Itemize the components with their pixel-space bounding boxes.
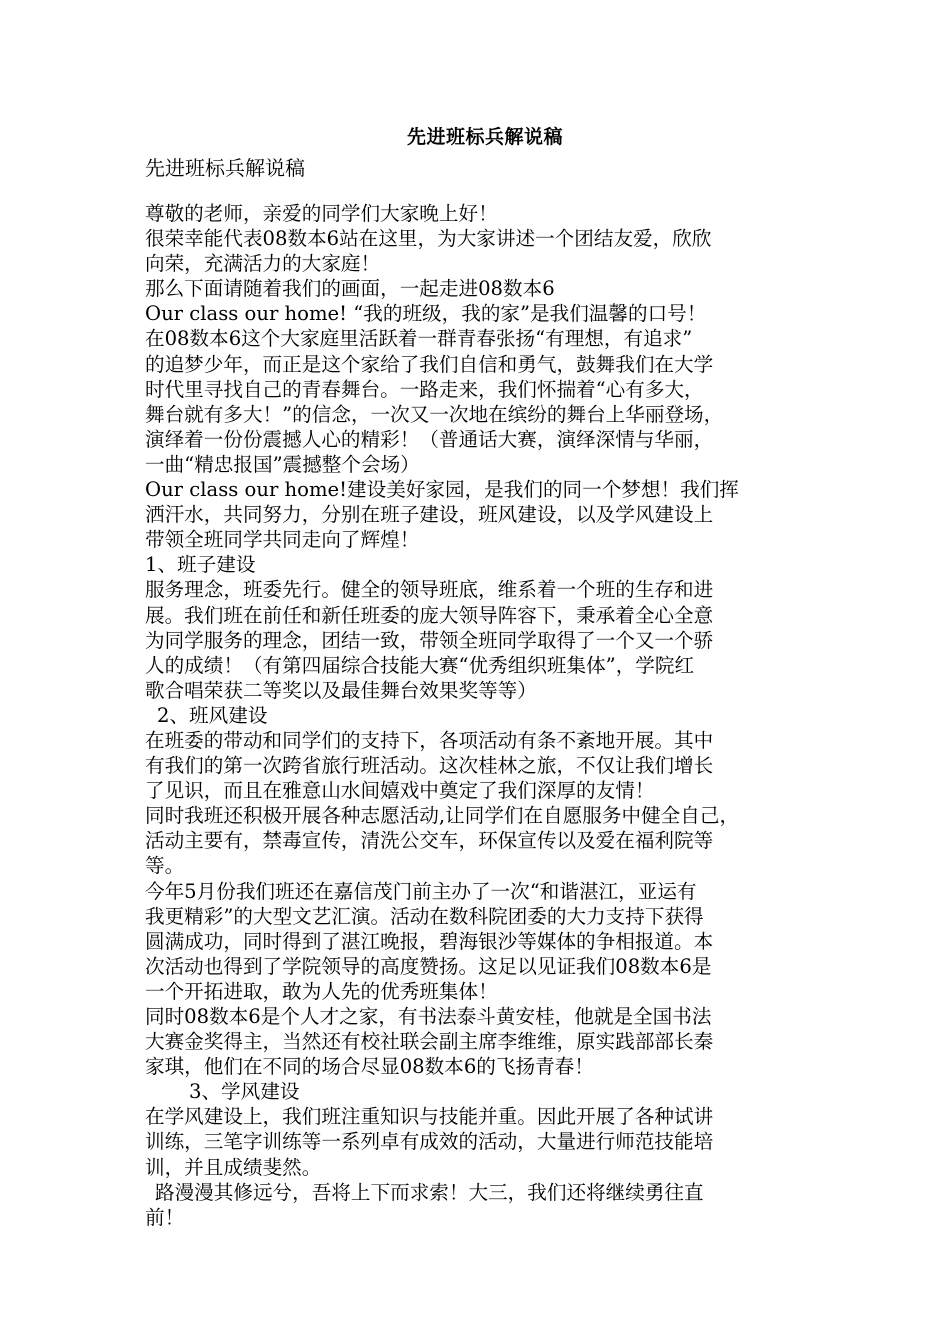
document-line: 歌合唱荣获二等奖以及最佳舞台效果奖等等） [145,678,537,702]
document-line: 训练，三笔字训练等一系列卓有成效的活动，大量进行师范技能培 [145,1130,714,1154]
document-line: 次活动也得到了学院领导的高度赞扬。这足以见证我们08数本6是 [145,954,712,978]
document-line: 一曲“精忠报国”震撼整个会场） [145,452,420,476]
document-line: 3、学风建设 [189,1080,300,1104]
document-title: 先进班标兵解说稿 [406,126,563,148]
document-line: 等。 [145,854,185,878]
document-line: 舞台就有多大！”的信念，一次又一次地在缤纷的舞台上华丽登场， [145,402,724,426]
document-line: 圆满成功，同时得到了湛江晚报，碧海银沙等媒体的争相报道。本 [145,929,714,953]
document-line: 尊敬的老师，亲爱的同学们大家晚上好！ [145,202,498,225]
document-line: 洒汗水，共同努力，分别在班子建设，班风建设，以及学风建设上 [145,503,714,527]
document-line: 带领全班同学共同走向了辉煌！ [145,528,420,552]
document-line: 时代里寻找自己的青春舞台。一路走来，我们怀揣着“心有多大， [145,377,704,401]
document-line: 的追梦少年，而正是这个家给了我们自信和勇气，鼓舞我们在大学 [145,352,714,376]
document-line: 向荣，充满活力的大家庭！ [145,252,381,276]
document-line: 1、班子建设 [145,553,256,577]
document-line: 同时我班还积极开展各种志愿活动,让同学们在自愿服务中健全自己， [145,804,740,828]
document-line: 了见识，而且在雅意山水间嬉戏中奠定了我们深厚的友情！ [145,779,655,803]
document-line: 我更精彩”的大型文艺汇演。活动在数科院团委的大力支持下获得 [145,904,704,928]
document-line: 那么下面请随着我们的画面，一起走进08数本6 [145,277,555,301]
document-line: 在班委的带动和同学们的支持下，各项活动有条不紊地开展。其中 [145,728,714,752]
document-line: 同时08数本6是个人才之家，有书法泰斗黄安桂，他就是全国书法 [145,1005,712,1028]
document-line: 前！ [145,1205,185,1229]
document-line: 服务理念，班委先行。健全的领导班底，维系着一个班的生存和进 [145,578,714,602]
document-line: Our class our home! “我的班级，我的家”是我们温馨的口号！ [145,302,707,326]
document-line: 展。我们班在前任和新任班委的庞大领导阵容下，秉承着全心全意 [145,603,714,627]
document-line: 很荣幸能代表08数本6站在这里，为大家讲述一个团结友爱，欣欣 [145,227,712,251]
document-line: 大赛金奖得主，当然还有校社联会副主席李维维，原实践部部长秦 [145,1030,714,1054]
document-line: 2、班风建设 [157,703,268,727]
document-subtitle: 先进班标兵解说稿 [145,156,305,180]
document-line: 在08数本6这个大家庭里活跃着一群青春张扬“有理想，有追求” [145,327,693,351]
document-body [145,201,825,1230]
document-line: 家琪，他们在不同的场合尽显08数本6的飞扬青春！ [145,1055,594,1079]
document-line: 一个开拓进取，敢为人先的优秀班集体！ [145,979,498,1003]
document-line: 人的成绩！（有第四届综合技能大赛“优秀组织班集体”，学院红 [145,653,695,677]
document-line: 训，并且成绩斐然。 [145,1155,322,1179]
document-line: 在学风建设上，我们班注重知识与技能并重。因此开展了各种试讲 [145,1105,714,1129]
document-line: 路漫漫其修远兮，吾将上下而求索！大三，我们还将继续勇往直 [155,1180,704,1204]
document-line: 今年5月份我们班还在嘉信茂门前主办了一次“和谐湛江，亚运有 [145,879,697,903]
document-line: 有我们的第一次跨省旅行班活动。这次桂林之旅，不仅让我们增长 [145,754,714,778]
document-page [145,124,825,1230]
document-line: 演绎着一份份震撼人心的精彩！（普通话大赛，演绎深情与华丽， [145,427,714,451]
document-line: 活动主要有，禁毒宣传，清洗公交车，环保宣传以及爱在福利院等 [145,829,714,853]
document-line: 为同学服务的理念，团结一致，带领全班同学取得了一个又一个骄 [145,628,714,652]
document-line: Our class our home!建设美好家园，是我们的同一个梦想！我们挥 [145,478,739,502]
